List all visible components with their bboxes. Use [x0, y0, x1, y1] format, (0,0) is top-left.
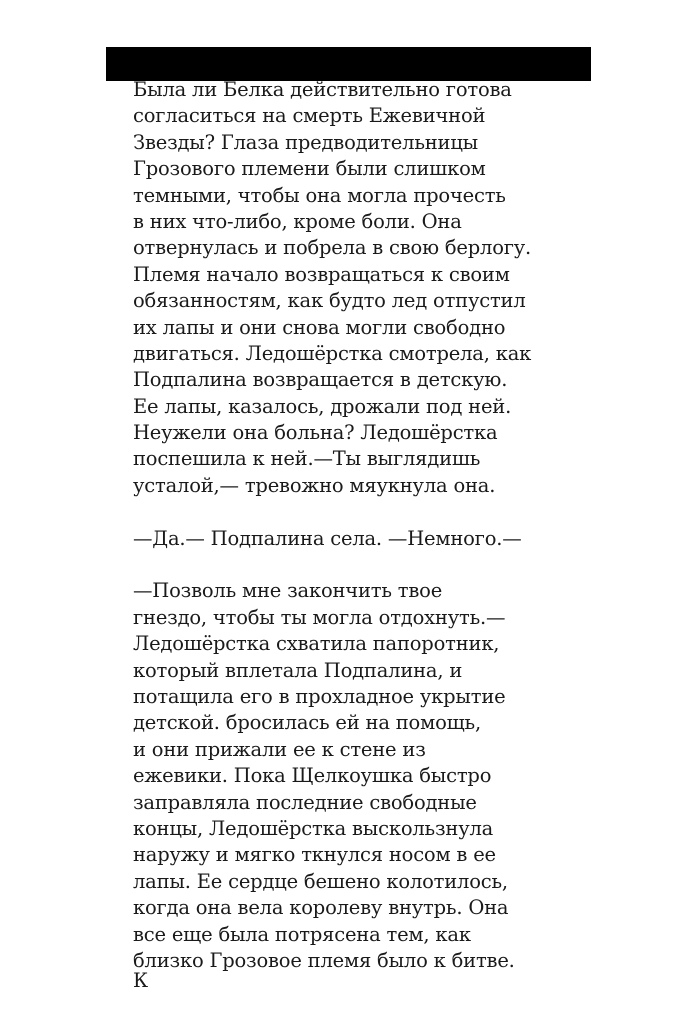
- redaction-bar: [106, 47, 591, 81]
- text-line: Звезды? Глаза предводительницы: [133, 130, 479, 154]
- text-line: в них что-либо, кроме боли. Она: [133, 209, 462, 233]
- cut-off-line: К: [133, 969, 149, 992]
- text-line: все еще была потрясена тем, как: [133, 922, 471, 946]
- text-line: Подпалина возвращается в детскую.: [133, 368, 508, 392]
- paragraph-1: [133, 77, 593, 499]
- text-line: заправляла последние свободные: [133, 790, 477, 814]
- text-line: который вплетала Подпалина, и: [133, 658, 463, 682]
- text-line: Племя начало возвращаться к своим: [133, 262, 510, 286]
- text-line: поспешила к ней.—Ты выглядишь: [133, 447, 481, 471]
- text-line: гнездо, чтобы ты могла отдохнуть.—: [133, 605, 506, 629]
- text-line: Ледошёрстка схватила папоротник,: [133, 632, 500, 656]
- text-line: Неужели она больна? Ледошёрстка: [133, 421, 498, 445]
- text-line: потащила его в прохладное укрытие: [133, 684, 506, 708]
- text-line: усталой,— тревожно мяукнула она.: [133, 473, 496, 497]
- text-line: согласиться на смерть Ежевичной: [133, 104, 486, 128]
- text-line: Ее лапы, казалось, дрожали под ней.: [133, 394, 512, 418]
- text-line: их лапы и они снова могли свободно: [133, 315, 506, 339]
- text-line: наружу и мягко ткнулся носом в ее: [133, 843, 496, 867]
- text-line: и они прижали ее к стене из: [133, 737, 426, 761]
- text-line: отвернулась и побрела в свою берлогу.: [133, 236, 532, 260]
- text-line: обязанностям, как будто лед отпустил: [133, 289, 526, 313]
- text-line: Грозового племени были слишком: [133, 157, 486, 181]
- page-text: [133, 77, 593, 992]
- text-line: когда она вела королеву внутрь. Она: [133, 896, 509, 920]
- text-line: детской. бросилась ей на помощь,: [133, 711, 481, 735]
- text-line: лапы. Ее сердце бешено колотилось,: [133, 869, 508, 893]
- text-line: темными, чтобы она могла прочесть: [133, 183, 506, 207]
- text-line: двигаться. Ледошёрстка смотрела, как: [133, 341, 532, 365]
- text-line: Была ли Белка действительно готова: [133, 78, 512, 101]
- paragraph-gap: [133, 552, 593, 578]
- text-line: концы, Ледошёрстка выскользнула: [133, 816, 494, 840]
- paragraph-2: [133, 526, 593, 552]
- paragraph-gap: [133, 499, 593, 525]
- text-line: —Да.— Подпалина села. —Немного.—: [133, 526, 522, 550]
- paragraph-3: [133, 578, 593, 992]
- text-line: ежевики. Пока Щелкоушка быстро: [133, 764, 492, 788]
- text-line: близко Грозовое племя было к битве.: [133, 948, 515, 972]
- text-line: —Позволь мне закончить твое: [133, 579, 443, 603]
